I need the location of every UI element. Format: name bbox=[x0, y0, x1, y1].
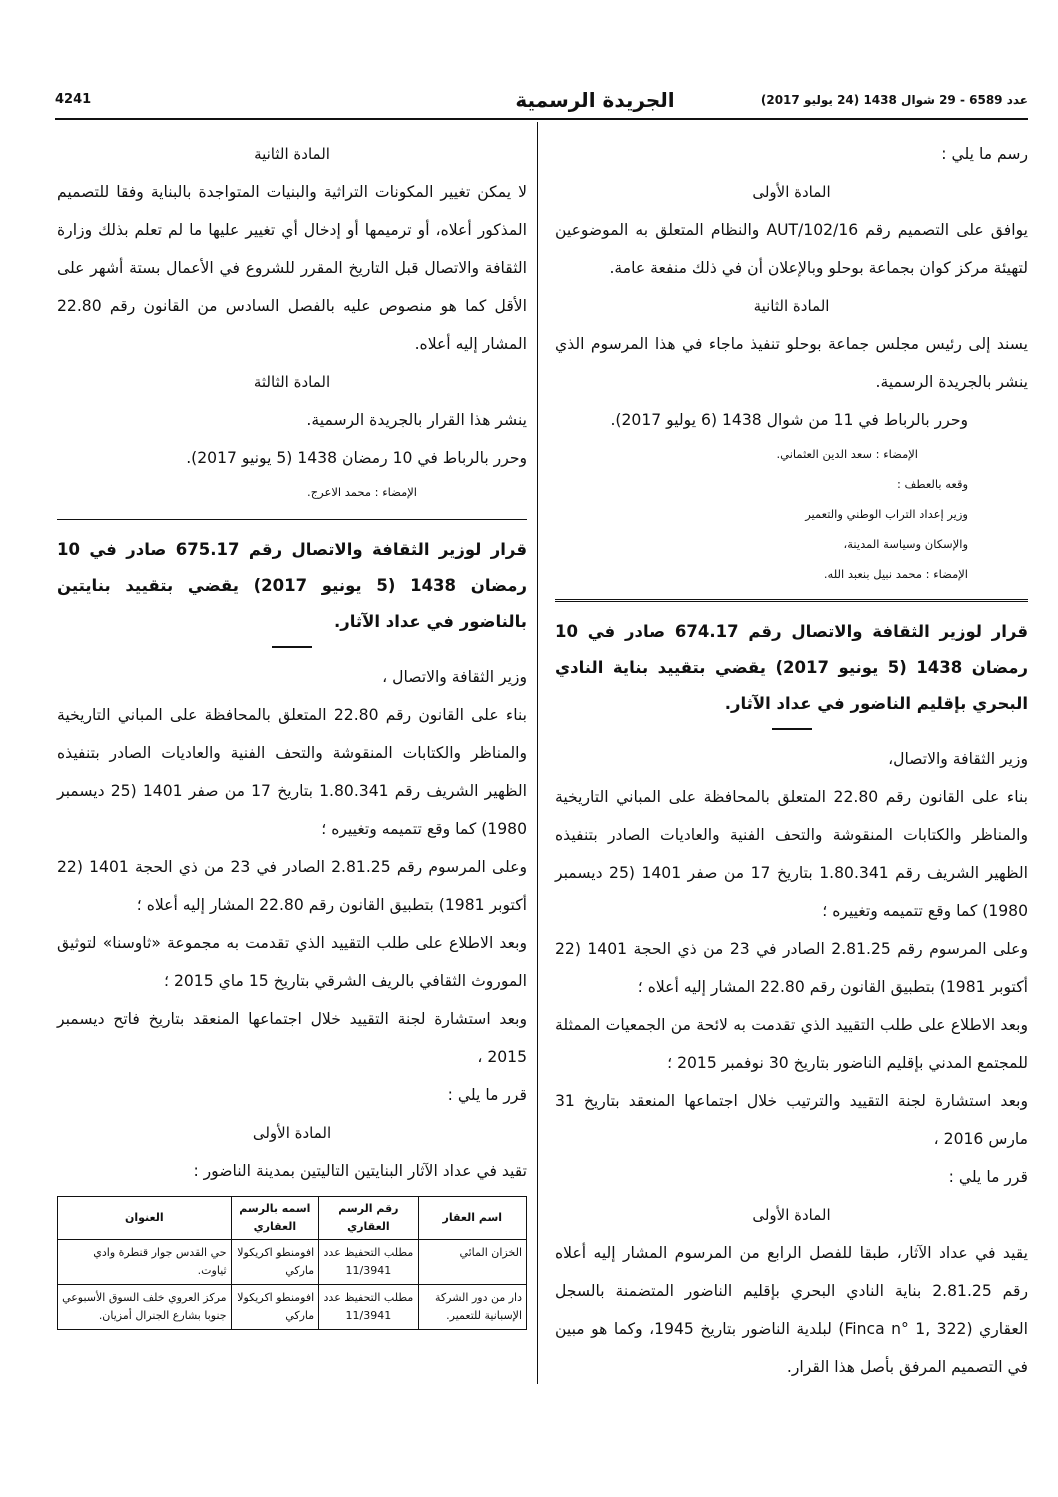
paragraph: تقيد في عداد الآثار البنايتين التاليتين بمدينة الناضور : bbox=[193, 1162, 527, 1180]
table-cell: مركز العروي خلف السوق الأسبوعي جنوبا بشارع الجنرال أمزيان. bbox=[58, 1285, 232, 1330]
table-cell: مطلب التحفيظ عدد 11/3941 bbox=[319, 1240, 418, 1285]
minister-title: وزير إعداد التراب الوطني والتعمير bbox=[805, 507, 968, 521]
issue-line: عدد 6589 - 29 شوال 1438 (24 يوليو 2017) bbox=[760, 93, 1028, 107]
paragraph: وبعد الاطلاع على طلب التقييد الذي تقدمت به لائحة من الجمعيات الممثلة للمجتمع المدني بإقليم الناضور بتاريخ 30 نوفمبر 2015 ؛ bbox=[555, 1016, 1028, 1072]
paragraph: يوافق على التصميم رقم AUT/102/16 والنظام المتعلق به الموضوعين لتهيئة مركز كوان بجماعة بوحلو وبالإعلان أن في ذلك منفعة عامة. bbox=[555, 221, 1028, 277]
decision-line: قرر ما يلي : bbox=[447, 1086, 527, 1104]
date-line: وحرر بالرباط في 10 رمضان 1438 (5 يونيو 2017). bbox=[186, 449, 527, 467]
paragraph: بناء على القانون رقم 22.80 المتعلق بالمحافظة على المباني التاريخية والمناظر والكتابات المنقوشة والتحف الفنية والعاديات الصادر بتنفيذه الظهير الشريف رقم 1.80.341 بتاريخ 17 من صفر 1401 (25 ديسمبر 1980) كما وقع تتميمه وتغييره ؛ bbox=[555, 788, 1028, 920]
table-row bbox=[58, 1240, 527, 1285]
decree-title: قرار لوزير الثقافة والاتصال رقم 674.17 صادر في 10 رمضان 1438 (5 يونيو 2017) يقضي بتقييد بناية النادي البحري بإقليم الناضور في عداد الآثار. bbox=[555, 622, 1028, 713]
paragraph: ينشر هذا القرار بالجريدة الرسمية. bbox=[306, 411, 527, 429]
left-column bbox=[57, 135, 527, 1330]
signature: الإمضاء : محمد الاعرج. bbox=[307, 485, 417, 499]
table-cell: افومنطو اكريكولا ماركي bbox=[231, 1240, 319, 1285]
page-number: 4241 bbox=[55, 92, 92, 107]
short-rule bbox=[272, 646, 312, 648]
short-rule bbox=[772, 728, 812, 730]
right-column bbox=[555, 135, 1028, 1386]
column-divider bbox=[537, 122, 538, 1384]
article-heading: المادة الثالثة bbox=[253, 373, 331, 391]
journal-title: الجريدة الرسمية bbox=[515, 88, 675, 112]
decree-intro: رسم ما يلي : bbox=[941, 145, 1028, 163]
article-heading: المادة الأولى bbox=[752, 1206, 831, 1224]
cosign-label: وقعه بالعطف : bbox=[896, 477, 968, 491]
table-cell: افومنطو اكريكولا ماركي bbox=[231, 1285, 319, 1330]
page-header bbox=[55, 88, 1028, 118]
table-cell: دار من دور الشركة الإسبانية للتعمير. bbox=[418, 1285, 526, 1330]
column-header: العنوان bbox=[58, 1197, 232, 1240]
article-heading: المادة الأولى bbox=[752, 183, 831, 201]
table-cell: حي القدس جوار قنطرة وادي ثياوت. bbox=[58, 1240, 232, 1285]
decision-line: قرر ما يلي : bbox=[948, 1168, 1028, 1186]
paragraph: يقيد في عداد الآثار، طبقا للفصل الرابع من المرسوم المشار إليه أعلاه رقم 2.81.25 بناية النادي البحري بإقليم الناضور المتضمنة بالسجل العقاري (Finca n° 1, 322) لبلدية الناضور بتاريخ 1945، وكما هو مبين في التصميم المرفق بأصل هذا القرار. bbox=[555, 1244, 1028, 1376]
signature: الإمضاء : سعد الدين العثماني. bbox=[776, 447, 918, 461]
header-rule bbox=[55, 118, 1028, 120]
date-line: وحرر بالرباط في 11 من شوال 1438 (6 يوليو 2017). bbox=[610, 411, 968, 429]
signature: الإمضاء : محمد نبيل بنعبد الله. bbox=[823, 567, 968, 581]
section-rule bbox=[555, 599, 1028, 602]
paragraph: يسند إلى رئيس مجلس جماعة بوحلو تنفيذ ماجاء في هذا المرسوم الذي ينشر بالجريدة الرسمية. bbox=[555, 335, 1028, 391]
column-header: اسمه بالرسم العقاري bbox=[231, 1197, 319, 1240]
paragraph: بناء على القانون رقم 22.80 المتعلق بالمحافظة على المباني التاريخية والمناظر والكتابات المنقوشة والتحف الفنية والعاديات الصادر بتنفيذه الظهير الشريف رقم 1.80.341 بتاريخ 17 من صفر 1401 (25 ديسمبر 1980) كما وقع تتميمه وتغييره ؛ bbox=[57, 706, 528, 838]
article-heading: المادة الثانية bbox=[254, 145, 330, 163]
article-heading: المادة الأولى bbox=[252, 1124, 332, 1142]
minister-line: وزير الثقافة والاتصال ، bbox=[382, 668, 527, 686]
table-cell: مطلب التحفيظ عدد 11/3941 bbox=[319, 1285, 418, 1330]
column-header: اسم العقار bbox=[418, 1197, 526, 1240]
paragraph: لا يمكن تغيير المكونات التراثية والبنيات المتواجدة بالبناية وفقا للتصميم المذكور أعلاه، أو ترميمها أو إدخال أي تغيير عليها ما لم تعلم بذلك وزارة الثقافة والاتصال قبل التاريخ المقرر للشروع في الأعمال بستة أشهر على الأقل كما هو منصوص عليه بالفصل السادس من القانون رقم 22.80 المشار إليه أعلاه. bbox=[57, 183, 527, 353]
paragraph: وعلى المرسوم رقم 2.81.25 الصادر في 23 من ذي الحجة 1401 (22 أكتوبر 1981) بتطبيق القانون رقم 22.80 المشار إليه أعلاه ؛ bbox=[555, 940, 1028, 996]
table-header-row bbox=[58, 1197, 527, 1240]
table-row bbox=[58, 1285, 527, 1330]
paragraph: وبعد استشارة لجنة التقييد خلال اجتماعها المنعقد بتاريخ فاتح ديسمبر 2015 ، bbox=[57, 1010, 527, 1066]
article-heading: المادة الثانية bbox=[753, 297, 830, 315]
parcels-table bbox=[57, 1196, 527, 1330]
paragraph: وعلى المرسوم رقم 2.81.25 الصادر في 23 من ذي الحجة 1401 (22 أكتوبر 1981) بتطبيق القانون رقم 22.80 المشار إليه أعلاه ؛ bbox=[57, 858, 527, 914]
paragraph: وبعد استشارة لجنة التقييد والترتيب خلال اجتماعها المنعقد بتاريخ 31 مارس 2016 ، bbox=[555, 1092, 1028, 1148]
section-rule bbox=[57, 519, 527, 520]
decree-title: قرار لوزير الثقافة والاتصال رقم 675.17 صادر في 10 رمضان 1438 (5 يونيو 2017) يقضي بتقييد بنايتين بالناضور في عداد الآثار. bbox=[57, 540, 527, 631]
table-cell: الخزان المائي bbox=[418, 1240, 526, 1285]
paragraph: وبعد الاطلاع على طلب التقييد الذي تقدمت به مجموعة «ثاوسنا» لتوثيق الموروث الثقافي بالريف الشرقي بتاريخ 15 ماي 2015 ؛ bbox=[57, 934, 527, 990]
minister-title-2: والإسكان وسياسة المدينة، bbox=[843, 537, 968, 551]
minister-line: وزير الثقافة والاتصال، bbox=[888, 750, 1028, 768]
column-header: رقم الرسم العقاري bbox=[319, 1197, 418, 1240]
